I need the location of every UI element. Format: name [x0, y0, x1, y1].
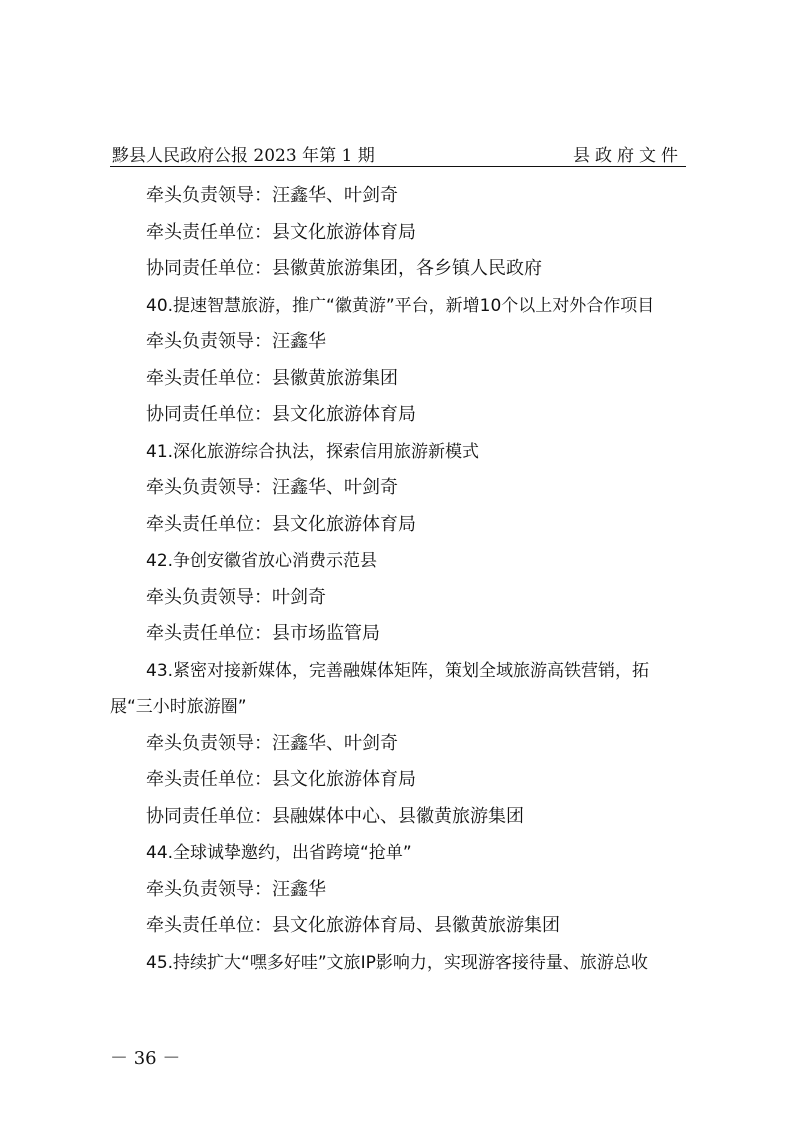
lead-leader-line: 牵头负责领导：汪鑫华、叶剑奇	[146, 185, 398, 206]
task-item-40: 40.提速智慧旅游，推广“徽黄游”平台，新增10个以上对外合作项目	[146, 295, 655, 316]
lead-unit-line: 牵头责任单位：县文化旅游体育局	[146, 769, 416, 790]
header-divider	[110, 166, 686, 167]
task-item-45: 45.持续扩大“嘿多好哇”文旅IP影响力，实现游客接待量、旅游总收	[146, 952, 648, 973]
lead-leader-line: 牵头负责领导：叶剑奇	[146, 586, 326, 608]
lead-leader-line: 牵头负责领导：汪鑫华	[146, 878, 326, 900]
assist-unit-line: 协同责任单位：县徽黄旅游集团，各乡镇人民政府	[146, 258, 542, 279]
assist-unit-line: 协同责任单位：县文化旅游体育局	[146, 404, 416, 425]
assist-unit-line: 协同责任单位：县融媒体中心、县徽黄旅游集团	[146, 805, 524, 827]
lead-leader-line: 牵头负责领导：汪鑫华、叶剑奇	[146, 732, 398, 754]
lead-unit-line: 牵头责任单位：县文化旅游体育局、县徽黄旅游集团	[146, 915, 560, 936]
lead-unit-line: 牵头责任单位：县文化旅游体育局	[146, 221, 416, 243]
task-item-42: 42.争创安徽省放心消费示范县	[146, 551, 378, 571]
task-item-44: 44.全球诚挚邀约，出省跨境“抢单”	[146, 843, 412, 863]
lead-leader-line: 牵头负责领导：汪鑫华、叶剑奇	[146, 477, 398, 498]
section-title: 县政府文件	[573, 146, 683, 166]
task-item-43-continued: 展“三小时旅游圈”	[110, 697, 247, 717]
document-body	[110, 178, 690, 981]
task-item-41: 41.深化旅游综合执法，探索信用旅游新模式	[146, 441, 480, 462]
page-number: － 36 －	[110, 1048, 181, 1069]
lead-unit-line: 牵头责任单位：县市场监管局	[146, 623, 380, 644]
gazette-title: 黟县人民政府公报 2023 年第 1 期	[112, 146, 375, 166]
task-item-43: 43.紧密对接新媒体，完善融媒体矩阵，策划全域旅游高铁营销，拓	[146, 660, 650, 681]
lead-unit-line: 牵头责任单位：县文化旅游体育局	[146, 513, 416, 535]
lead-unit-line: 牵头责任单位：县徽黄旅游集团	[146, 367, 398, 389]
lead-leader-line: 牵头负责领导：汪鑫华	[146, 331, 326, 352]
